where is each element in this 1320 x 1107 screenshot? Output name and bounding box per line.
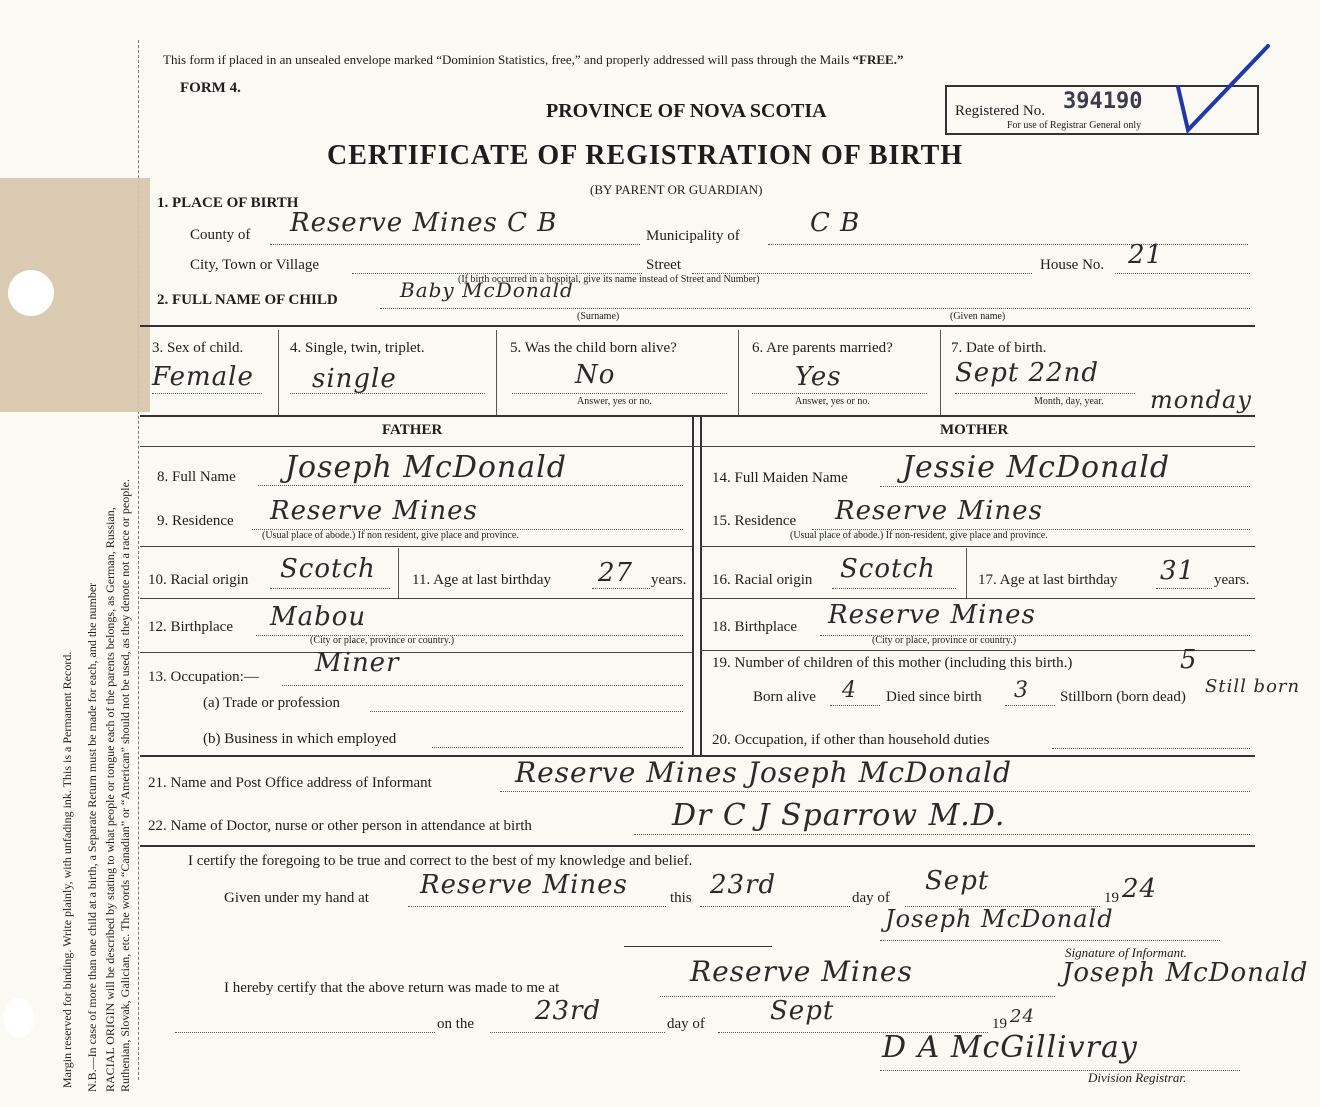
municipality-label: Municipality of — [646, 228, 740, 244]
sex-label: 3. Sex of child. — [152, 340, 244, 356]
father-trade-label: (a) Trade or profession — [203, 695, 341, 711]
informant-label: 21. Name and Post Office address of Informant — [148, 775, 432, 791]
mother-birthplace-hint: (City or place, province or country.) — [872, 635, 1017, 646]
rule-parents-top — [140, 415, 1255, 417]
father-residence-hint: (Usual place of abode.) If non resident, give place and province. — [262, 530, 519, 541]
mother-age-years: years. — [1214, 572, 1250, 588]
rule-child-top — [140, 325, 1255, 327]
rule-father-race — [140, 546, 692, 547]
father-name-label: 8. Full Name — [157, 469, 236, 485]
father-business-line — [432, 747, 683, 748]
mother-birthplace-value: Reserve Mines — [828, 600, 1036, 630]
married-value: Yes — [795, 362, 842, 392]
punch-hole-bottom — [4, 998, 34, 1038]
divider-married — [940, 330, 941, 415]
children-count-value: 5 — [1180, 645, 1198, 675]
married-hint: Answer, yes or no. — [795, 396, 870, 407]
margin-racial-note-1: RACIAL ORIGIN will be described by stating to what people or tongue each of the parents belongs, as German, Russian, — [103, 507, 117, 1092]
father-race-value: Scotch — [280, 554, 376, 584]
divider-plural — [496, 330, 497, 415]
registrar-signature-caption: Division Registrar. — [1088, 1070, 1187, 1085]
certify-statement: I certify the foregoing to be true and correct to the best of my knowledge and belief. — [188, 853, 693, 869]
registrar-statement: I hereby certify that the above return was made to me at — [224, 980, 560, 996]
child-name-line — [380, 308, 1250, 309]
born-alive-count-label: Born alive — [753, 689, 816, 705]
page-subtitle: (BY PARENT OR GUARDIAN) — [590, 182, 763, 197]
born-alive-label: 5. Was the child born alive? — [510, 340, 677, 356]
county-line — [270, 244, 640, 245]
given-name-caption: (Given name) — [950, 311, 1006, 322]
mother-occupation-label: 20. Occupation, if other than household duties — [712, 732, 990, 748]
plurality-value: single — [312, 364, 397, 394]
sex-line — [152, 393, 262, 394]
mother-residence-hint: (Usual place of abode.) If non-resident, give place and province. — [790, 530, 1048, 541]
mother-name-label: 14. Full Maiden Name — [712, 470, 848, 486]
divider-sex — [278, 330, 279, 415]
registrar-blank-line — [175, 1032, 435, 1033]
checkmark-icon — [1170, 42, 1275, 137]
registered-number: 394190 — [1063, 89, 1143, 114]
rule-parents-heading — [140, 446, 1255, 447]
mother-race-value: Scotch — [840, 554, 936, 584]
registrar-day-line — [490, 1032, 665, 1033]
died-count-line — [1005, 705, 1055, 706]
province-heading: PROVINCE OF NOVA SCOTIA — [546, 100, 827, 122]
mail-notice: This form if placed in an unsealed envelope marked “Dominion Statistics, free,” and properly addressed will pass through the Mails “FREE.” — [163, 52, 904, 67]
informant-value: Reserve Mines Joseph McDonald — [515, 756, 1012, 789]
father-birthplace-label: 12. Birthplace — [148, 619, 233, 635]
divider-mother-age — [966, 548, 967, 598]
mother-age-label: 17. Age at last birthday — [978, 572, 1118, 588]
died-count-label: Died since birth — [886, 689, 982, 705]
father-birthplace-hint: (City or place, province or country.) — [310, 635, 455, 646]
registrar-place-line — [660, 996, 1055, 997]
surname-caption: (Surname) — [577, 311, 620, 322]
plurality-label: 4. Single, twin, triplet. — [290, 340, 425, 356]
father-occupation-label: 13. Occupation:— — [148, 669, 259, 685]
father-mother-divider-2 — [700, 415, 702, 755]
mother-occupation-line — [1052, 748, 1250, 749]
county-label: County of — [190, 227, 251, 243]
given-day-line — [700, 906, 850, 907]
house-number-value: 21 — [1128, 240, 1164, 270]
informant-signature-line — [880, 940, 1220, 941]
margin-binding-note: Margin reserved for binding. Write plainly, with unfading ink. This is a Permanent Record. — [60, 651, 74, 1088]
married-line — [752, 393, 927, 394]
place-of-birth-heading: 1. PLACE OF BIRTH — [157, 195, 299, 211]
mother-name-line — [880, 486, 1250, 487]
mother-race-label: 16. Racial origin — [712, 572, 813, 588]
father-business-label: (b) Business in which employed — [203, 731, 397, 747]
rule-certify-top — [140, 845, 1255, 847]
stillborn-label: Stillborn (born dead) — [1060, 689, 1186, 705]
given-day-value: 23rd — [710, 870, 777, 900]
dob-hint: Month, day, year. — [1034, 396, 1104, 407]
rule-father-birthplace — [140, 598, 692, 599]
born-alive-hint: Answer, yes or no. — [577, 396, 652, 407]
father-residence-value: Reserve Mines — [270, 496, 478, 526]
father-residence-label: 9. Residence — [157, 513, 234, 529]
registrar-year-prefix: 19 — [992, 1016, 1007, 1032]
rule-father-occupation — [140, 652, 692, 653]
registrar-signature: D A McGillivray — [882, 1030, 1138, 1065]
margin-nb-note: N.B.—In case of more than one child at a birth, a Separate Return must be made for each, and the number — [85, 582, 99, 1092]
margin-racial-note-2: Ruthenian, Slovak, Galician, etc. The words “Canadian” or “American” should not be used, as they denote not a race or people. — [118, 479, 132, 1092]
father-name-line — [258, 485, 683, 486]
registrar-on-label: on the — [437, 1016, 475, 1032]
municipality-value: C B — [810, 208, 861, 238]
mother-residence-label: 15. Residence — [712, 513, 797, 529]
given-at-line — [408, 906, 666, 907]
house-number-label: House No. — [1040, 257, 1105, 273]
died-count-value: 3 — [1014, 678, 1029, 703]
dob-label: 7. Date of birth. — [951, 340, 1047, 356]
father-race-label: 10. Racial origin — [148, 572, 249, 588]
given-year-prefix: 19 — [1104, 890, 1119, 906]
mother-residence-value: Reserve Mines — [835, 496, 1043, 526]
father-trade-line — [370, 711, 683, 712]
doctor-label: 22. Name of Doctor, nurse or other person in attendance at birth — [148, 818, 532, 834]
married-label: 6. Are parents married? — [752, 340, 893, 356]
child-name-value: Baby McDonald — [400, 278, 574, 302]
born-alive-count-value: 4 — [842, 678, 857, 703]
registrar-day-value: 23rd — [535, 996, 602, 1026]
father-age-years: years. — [651, 572, 687, 588]
children-count-label: 19. Number of children of this mother (including this birth.) — [712, 655, 1073, 671]
mother-birthplace-label: 18. Birthplace — [712, 619, 797, 635]
mother-race-line — [832, 588, 956, 589]
registrar-day-of-label: day of — [667, 1016, 705, 1032]
father-age-line — [592, 588, 650, 589]
registrar-place-value: Reserve Mines — [690, 955, 913, 988]
registrar-informant-signature: Joseph McDonald — [1062, 958, 1309, 988]
divider-alive — [738, 330, 739, 415]
mother-heading: MOTHER — [940, 422, 1009, 438]
plurality-line — [290, 393, 485, 394]
doctor-value: Dr C J Sparrow M.D. — [672, 798, 1006, 833]
mother-age-line — [1156, 588, 1212, 589]
informant-signature: Joseph McDonald — [885, 905, 1114, 933]
informant-signature-caption: Signature of Informant. — [1065, 945, 1187, 960]
given-month-value: Sept — [925, 866, 990, 896]
mother-age-value: 31 — [1160, 556, 1196, 586]
informant-line — [500, 791, 1250, 792]
given-this-label: this — [670, 890, 692, 906]
father-occupation-value: Miner — [315, 648, 400, 678]
stillborn-value: Still born — [1205, 676, 1301, 697]
father-occupation-line — [282, 685, 683, 686]
father-name-value: Joseph McDonald — [285, 450, 567, 485]
born-alive-value: No — [575, 360, 616, 390]
father-age-value: 27 — [598, 558, 634, 588]
father-mother-divider — [692, 415, 694, 755]
city-label: City, Town or Village — [190, 257, 320, 273]
street-label: Street — [646, 257, 681, 273]
father-race-line — [270, 588, 390, 589]
house-number-line — [1115, 273, 1250, 274]
rule-mother-children — [700, 650, 1255, 651]
father-age-label: 11. Age at last birthday — [412, 572, 551, 588]
county-value: Reserve Mines C B — [290, 208, 558, 238]
municipality-line — [768, 244, 1248, 245]
registrar-note: For use of Registrar General only — [1007, 120, 1142, 131]
child-name-label: 2. FULL NAME OF CHILD — [157, 292, 338, 308]
page-title: CERTIFICATE OF REGISTRATION OF BIRTH — [327, 140, 964, 171]
mother-name-value: Jessie McDonald — [902, 450, 1171, 485]
divider-father-age — [398, 548, 399, 598]
rule-mother-birthplace — [700, 598, 1255, 599]
registered-label: Registered No. — [955, 103, 1045, 119]
given-year-value: 24 — [1122, 874, 1158, 904]
born-alive-line — [512, 393, 727, 394]
father-birthplace-value: Mabou — [270, 602, 367, 632]
father-heading: FATHER — [382, 422, 443, 438]
hospital-note: (If birth occurred in a hospital, give its name instead of Street and Number) — [458, 274, 760, 285]
doctor-line — [634, 834, 1250, 835]
short-divider — [624, 946, 772, 947]
form-number: FORM 4. — [180, 80, 241, 96]
dob-value: Sept 22nd — [955, 358, 1100, 388]
registrar-month-value: Sept — [770, 996, 835, 1026]
given-day-of-label: day of — [852, 890, 890, 906]
registrar-year-value: 24 — [1010, 1006, 1035, 1027]
given-at-value: Reserve Mines — [420, 870, 628, 900]
dob-line — [955, 393, 1135, 394]
dob-weekday: monday — [1150, 386, 1252, 414]
given-at-label: Given under my hand at — [224, 890, 369, 906]
born-alive-count-line — [830, 705, 880, 706]
rule-mother-race — [700, 546, 1255, 547]
sex-value: Female — [152, 362, 254, 392]
punch-hole-top — [8, 270, 54, 316]
